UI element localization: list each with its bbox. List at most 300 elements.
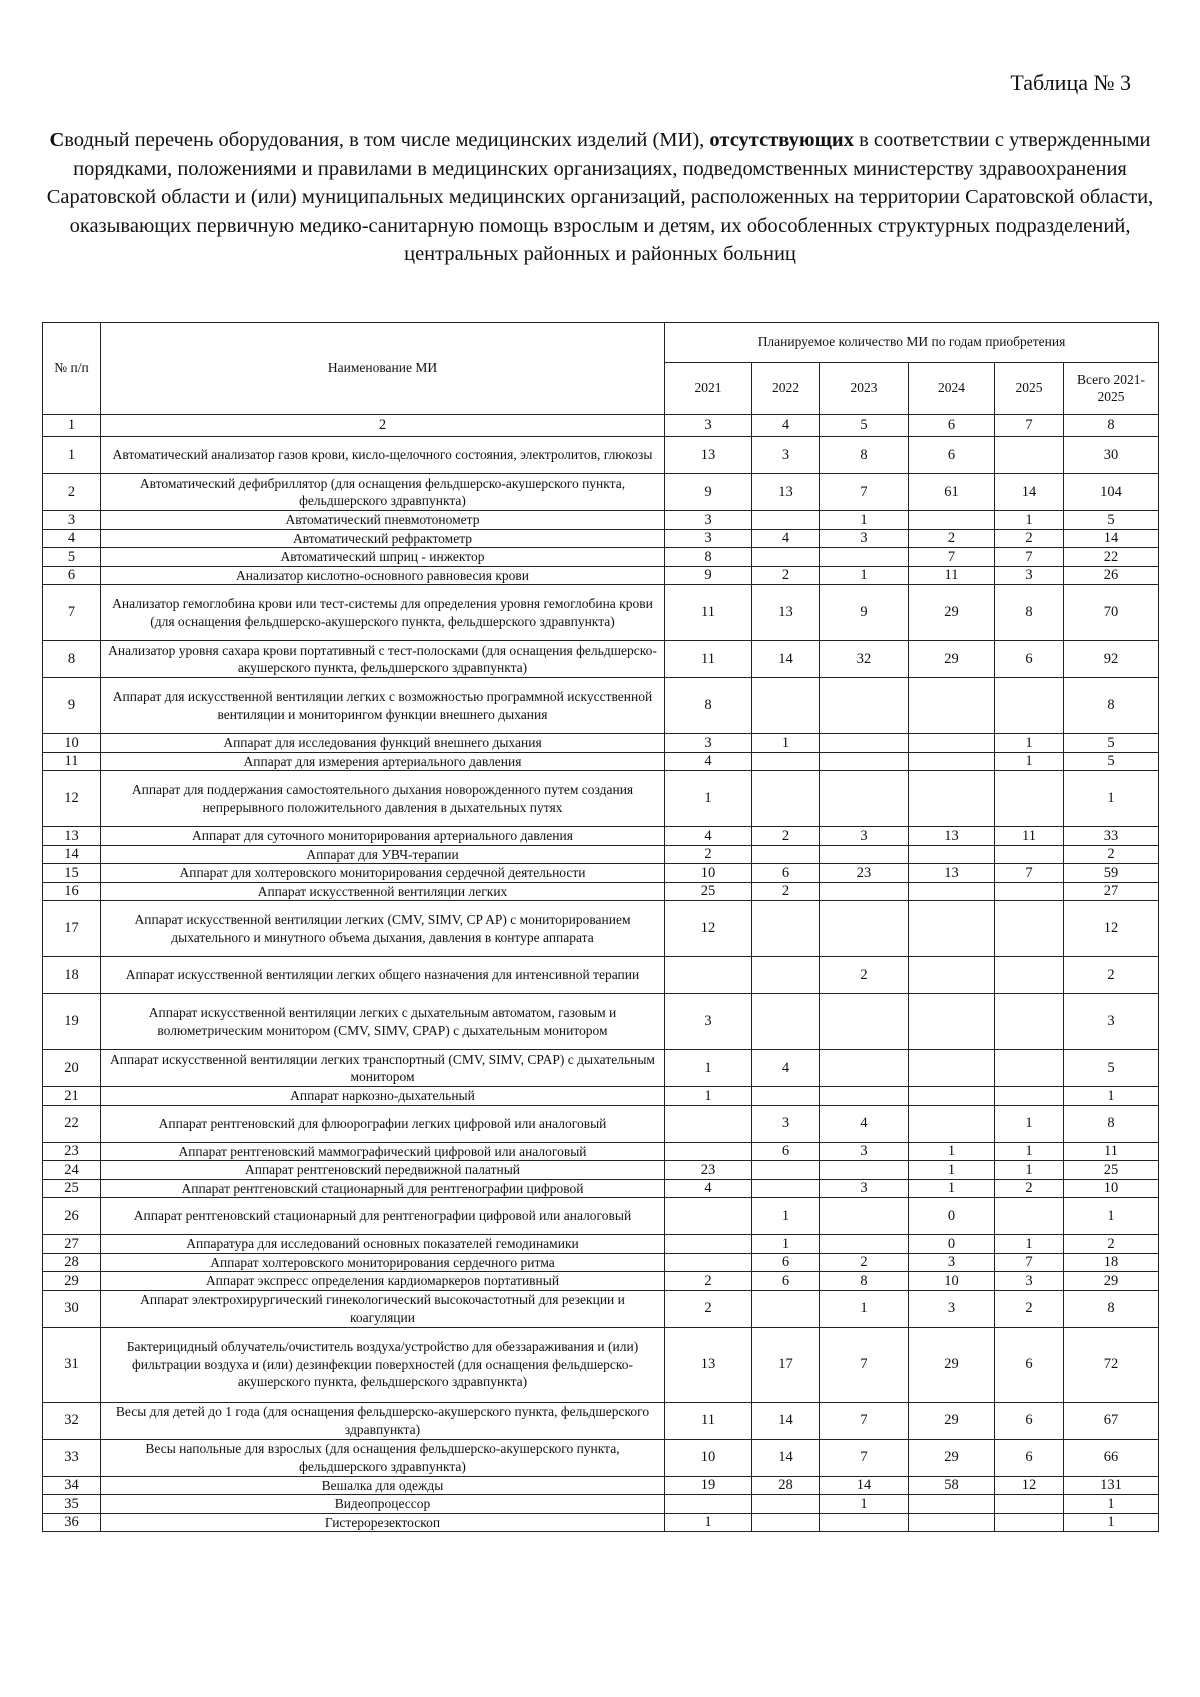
year-quantity: 4	[665, 752, 752, 771]
year-quantity	[820, 1235, 909, 1254]
total-quantity: 67	[1064, 1402, 1159, 1439]
total-quantity: 29	[1064, 1272, 1159, 1291]
year-quantity: 3	[820, 1142, 909, 1161]
total-quantity: 1	[1064, 771, 1159, 827]
table-row	[43, 641, 1159, 678]
table-row	[43, 752, 1159, 771]
table-row	[43, 827, 1159, 846]
row-number: 6	[43, 566, 101, 585]
year-quantity	[995, 957, 1064, 994]
year-quantity: 28	[752, 1476, 820, 1495]
year-quantity: 4	[665, 1179, 752, 1198]
year-quantity: 13	[752, 585, 820, 641]
table-row	[43, 1179, 1159, 1198]
table-row	[43, 1327, 1159, 1402]
year-quantity: 8	[995, 585, 1064, 641]
year-quantity	[752, 1087, 820, 1106]
table-row	[43, 882, 1159, 901]
year-quantity: 8	[820, 1272, 909, 1291]
year-quantity: 10	[665, 864, 752, 883]
row-number: 8	[43, 641, 101, 678]
item-name: Аппаратура для исследований основных показателей гемодинамики	[101, 1235, 665, 1254]
year-quantity	[820, 882, 909, 901]
row-number: 9	[43, 678, 101, 734]
year-quantity: 19	[665, 1476, 752, 1495]
table-row	[43, 437, 1159, 474]
year-quantity	[820, 845, 909, 864]
year-quantity: 32	[820, 641, 909, 678]
row-number: 30	[43, 1290, 101, 1327]
year-quantity: 1	[909, 1142, 995, 1161]
item-name: Аппарат для холтеровского мониторирования сердечной деятельности	[101, 864, 665, 883]
row-number: 29	[43, 1272, 101, 1291]
row-number: 33	[43, 1439, 101, 1476]
table-row	[43, 1476, 1159, 1495]
year-quantity	[909, 882, 995, 901]
year-quantity: 1	[752, 1198, 820, 1235]
total-quantity: 2	[1064, 1235, 1159, 1254]
year-quantity	[665, 1105, 752, 1142]
year-quantity: 4	[752, 529, 820, 548]
year-quantity: 0	[909, 1198, 995, 1235]
total-quantity: 59	[1064, 864, 1159, 883]
year-quantity	[995, 1198, 1064, 1235]
year-quantity: 8	[820, 437, 909, 474]
year-quantity: 10	[665, 1439, 752, 1476]
year-quantity: 10	[909, 1272, 995, 1291]
year-quantity: 25	[665, 882, 752, 901]
table-row	[43, 1105, 1159, 1142]
year-quantity	[995, 1513, 1064, 1532]
row-number: 1	[43, 437, 101, 474]
year-quantity: 1	[995, 734, 1064, 753]
year-quantity: 1	[995, 1161, 1064, 1180]
item-name: Аппарат для искусственной вентиляции легких с возможностью программной искусственной вентиляции и мониторингом функции внешнего дыхания	[101, 678, 665, 734]
item-name: Автоматический дефибриллятор (для оснащения фельдшерско-акушерского пункта, фельдшерского здравпункта)	[101, 474, 665, 511]
year-quantity	[665, 1253, 752, 1272]
year-quantity	[820, 734, 909, 753]
year-quantity	[820, 678, 909, 734]
year-quantity	[752, 511, 820, 530]
year-quantity: 1	[995, 752, 1064, 771]
item-name: Аппарат искусственной вентиляции легких общего назначения для интенсивной терапии	[101, 957, 665, 994]
year-quantity: 2	[752, 827, 820, 846]
year-quantity: 1	[820, 511, 909, 530]
header-year-2025: 2025	[995, 363, 1064, 415]
year-quantity: 14	[752, 641, 820, 678]
year-quantity: 13	[909, 827, 995, 846]
year-quantity	[909, 511, 995, 530]
title-bold-start: С	[49, 129, 65, 151]
table-row	[43, 1161, 1159, 1180]
year-quantity: 12	[665, 901, 752, 957]
header-year-2024: 2024	[909, 363, 995, 415]
item-name: Аппарат рентгеновский маммографический цифровой или аналоговый	[101, 1142, 665, 1161]
total-quantity: 33	[1064, 827, 1159, 846]
total-quantity: 11	[1064, 1142, 1159, 1161]
table-row	[43, 994, 1159, 1050]
year-quantity	[752, 1513, 820, 1532]
column-number: 4	[752, 415, 820, 437]
table-row	[43, 1235, 1159, 1254]
year-quantity: 4	[820, 1105, 909, 1142]
year-quantity	[909, 1087, 995, 1106]
total-quantity: 26	[1064, 566, 1159, 585]
total-quantity: 5	[1064, 1050, 1159, 1087]
total-quantity: 3	[1064, 994, 1159, 1050]
item-name: Аппарат для измерения артериального давления	[101, 752, 665, 771]
item-name: Анализатор кислотно-основного равновесия крови	[101, 566, 665, 585]
total-quantity: 25	[1064, 1161, 1159, 1180]
row-number: 22	[43, 1105, 101, 1142]
table-row	[43, 511, 1159, 530]
year-quantity: 7	[995, 548, 1064, 567]
item-name: Аппарат для поддержания самостоятельного дыхания новорожденного путем создания непрерывного положительного давления в дыхательных путях	[101, 771, 665, 827]
year-quantity: 3	[820, 827, 909, 846]
total-quantity: 12	[1064, 901, 1159, 957]
table-header	[43, 323, 1159, 437]
item-name: Автоматический анализатор газов крови, кисло-щелочного состояния, электролитов, глюкозы	[101, 437, 665, 474]
year-quantity: 29	[909, 1327, 995, 1402]
year-quantity: 11	[665, 1402, 752, 1439]
table-row	[43, 1272, 1159, 1291]
row-number: 31	[43, 1327, 101, 1402]
year-quantity: 11	[665, 641, 752, 678]
year-quantity: 29	[909, 585, 995, 641]
total-quantity: 5	[1064, 511, 1159, 530]
year-quantity	[909, 771, 995, 827]
table-row	[43, 1290, 1159, 1327]
header-number: № п/п	[43, 323, 101, 415]
year-quantity: 6	[995, 1402, 1064, 1439]
year-quantity: 13	[665, 437, 752, 474]
year-quantity	[665, 1235, 752, 1254]
table-row	[43, 771, 1159, 827]
year-quantity	[665, 1142, 752, 1161]
total-quantity: 1	[1064, 1087, 1159, 1106]
total-quantity: 8	[1064, 1105, 1159, 1142]
year-quantity	[909, 752, 995, 771]
row-number: 21	[43, 1087, 101, 1106]
year-quantity: 9	[665, 566, 752, 585]
year-quantity: 1	[665, 1050, 752, 1087]
header-total: Всего 2021-2025	[1064, 363, 1159, 415]
table-row	[43, 1142, 1159, 1161]
year-quantity: 9	[820, 585, 909, 641]
year-quantity: 2	[995, 1179, 1064, 1198]
year-quantity: 6	[909, 437, 995, 474]
year-quantity	[909, 734, 995, 753]
item-name: Аппарат для УВЧ-терапии	[101, 845, 665, 864]
year-quantity: 1	[820, 566, 909, 585]
year-quantity: 1	[909, 1161, 995, 1180]
year-quantity	[909, 1513, 995, 1532]
table-row	[43, 1087, 1159, 1106]
total-quantity: 2	[1064, 845, 1159, 864]
total-quantity: 5	[1064, 752, 1159, 771]
table-row	[43, 529, 1159, 548]
total-quantity: 92	[1064, 641, 1159, 678]
year-quantity: 1	[752, 734, 820, 753]
table-row	[43, 1050, 1159, 1087]
equipment-table	[42, 322, 1159, 1532]
year-quantity: 1	[752, 1235, 820, 1254]
year-quantity: 7	[820, 474, 909, 511]
year-quantity	[752, 548, 820, 567]
total-quantity: 22	[1064, 548, 1159, 567]
row-number: 5	[43, 548, 101, 567]
header-year-2021: 2021	[665, 363, 752, 415]
year-quantity: 14	[995, 474, 1064, 511]
year-quantity: 2	[820, 1253, 909, 1272]
year-quantity: 7	[909, 548, 995, 567]
row-number: 10	[43, 734, 101, 753]
row-number: 28	[43, 1253, 101, 1272]
item-name: Аппарат искусственной вентиляции легких (CMV, SIMV, CP AP) с мониторированием дыхательного и минутного объема дыхания, давления в контуре аппарата	[101, 901, 665, 957]
year-quantity: 2	[820, 957, 909, 994]
column-number-row	[43, 415, 1159, 437]
year-quantity	[752, 1179, 820, 1198]
table-row	[43, 566, 1159, 585]
year-quantity: 14	[752, 1402, 820, 1439]
year-quantity	[995, 901, 1064, 957]
table-number: Таблица № 3	[1010, 70, 1131, 95]
item-name: Бактерицидный облучатель/очиститель воздуха/устройство для обеззараживания и (или) фильтрации воздуха и (или) дезинфекции поверхностей (для оснащения фельдшерско-акушерского пункта, фельдшерского здравпункта)	[101, 1327, 665, 1402]
row-number: 20	[43, 1050, 101, 1087]
row-number: 36	[43, 1513, 101, 1532]
item-name: Аппарат рентгеновский стационарный для рентгенографии цифровой	[101, 1179, 665, 1198]
year-quantity: 23	[820, 864, 909, 883]
table-body	[43, 437, 1159, 1532]
row-number: 7	[43, 585, 101, 641]
item-name: Аппарат экспресс определения кардиомаркеров портативный	[101, 1272, 665, 1291]
row-number: 13	[43, 827, 101, 846]
year-quantity	[909, 1050, 995, 1087]
year-quantity: 2	[665, 845, 752, 864]
year-quantity: 7	[820, 1402, 909, 1439]
item-name: Видеопроцессор	[101, 1495, 665, 1514]
item-name: Вешалка для одежды	[101, 1476, 665, 1495]
total-quantity: 66	[1064, 1439, 1159, 1476]
table-row	[43, 678, 1159, 734]
year-quantity: 8	[665, 548, 752, 567]
year-quantity: 2	[665, 1272, 752, 1291]
row-number: 14	[43, 845, 101, 864]
table-row	[43, 1495, 1159, 1514]
year-quantity	[995, 882, 1064, 901]
year-quantity	[752, 1161, 820, 1180]
year-quantity: 2	[995, 529, 1064, 548]
total-quantity: 8	[1064, 1290, 1159, 1327]
row-number: 11	[43, 752, 101, 771]
total-quantity: 70	[1064, 585, 1159, 641]
item-name: Автоматический пневмотонометр	[101, 511, 665, 530]
year-quantity: 1	[665, 771, 752, 827]
year-quantity: 13	[665, 1327, 752, 1402]
year-quantity: 0	[909, 1235, 995, 1254]
year-quantity: 7	[820, 1327, 909, 1402]
year-quantity: 6	[752, 1272, 820, 1291]
total-quantity: 2	[1064, 957, 1159, 994]
year-quantity: 2	[752, 566, 820, 585]
item-name: Аппарат рентгеновский для флюорографии легких цифровой или аналоговый	[101, 1105, 665, 1142]
year-quantity	[820, 1513, 909, 1532]
total-quantity: 30	[1064, 437, 1159, 474]
year-quantity	[909, 845, 995, 864]
column-number: 8	[1064, 415, 1159, 437]
year-quantity	[752, 957, 820, 994]
year-quantity	[909, 678, 995, 734]
item-name: Аппарат электрохирургический гинекологический высокочастотный для резекции и коагуляции	[101, 1290, 665, 1327]
year-quantity: 2	[665, 1290, 752, 1327]
year-quantity	[820, 1198, 909, 1235]
table-row	[43, 548, 1159, 567]
title-part-1: водный перечень оборудования, в том числе медицинских изделий (МИ),	[64, 129, 710, 151]
year-quantity: 58	[909, 1476, 995, 1495]
year-quantity: 1	[909, 1179, 995, 1198]
year-quantity: 3	[665, 511, 752, 530]
year-quantity	[909, 957, 995, 994]
year-quantity: 13	[752, 474, 820, 511]
year-quantity: 12	[995, 1476, 1064, 1495]
year-quantity	[752, 901, 820, 957]
year-quantity	[909, 1495, 995, 1514]
title-part-2: в соответствии с утвержденными порядками, положениями и правилами в медицинских организациях, подведомственных министерству здравоохранения Саратовской области и (или) муниципальных медицинских организаций, расположенных на территории Саратовской области, оказывающих первичную медико-санитарную помощь взрослым и детям, их обособленных структурных подразделений, центральных районных и районных больниц	[46, 129, 1154, 265]
column-number: 1	[43, 415, 101, 437]
year-quantity	[820, 1087, 909, 1106]
item-name: Аппарат для суточного мониторирования артериального давления	[101, 827, 665, 846]
total-quantity: 104	[1064, 474, 1159, 511]
item-name: Аппарат искусственной вентиляции легких	[101, 882, 665, 901]
year-quantity	[995, 678, 1064, 734]
year-quantity	[995, 845, 1064, 864]
row-number: 26	[43, 1198, 101, 1235]
year-quantity: 3	[995, 1272, 1064, 1291]
table-row	[43, 864, 1159, 883]
column-number: 5	[820, 415, 909, 437]
document-title	[40, 126, 1160, 269]
year-quantity: 7	[820, 1439, 909, 1476]
row-number: 34	[43, 1476, 101, 1495]
total-quantity: 8	[1064, 678, 1159, 734]
year-quantity: 7	[995, 864, 1064, 883]
item-name: Аппарат рентгеновский передвижной палатный	[101, 1161, 665, 1180]
row-number: 24	[43, 1161, 101, 1180]
total-quantity: 27	[1064, 882, 1159, 901]
row-number: 23	[43, 1142, 101, 1161]
table-row	[43, 957, 1159, 994]
year-quantity: 11	[665, 585, 752, 641]
year-quantity	[752, 678, 820, 734]
year-quantity: 11	[995, 827, 1064, 846]
year-quantity	[995, 437, 1064, 474]
year-quantity: 6	[995, 641, 1064, 678]
year-quantity: 6	[752, 1253, 820, 1272]
item-name: Аппарат искусственной вентиляции легких с дыхательным автоматом, газовым и волюметрическим монитором (CMV, SIMV, CPAP) с дыхательным монитором	[101, 994, 665, 1050]
total-quantity: 1	[1064, 1495, 1159, 1514]
total-quantity: 10	[1064, 1179, 1159, 1198]
header-year-2022: 2022	[752, 363, 820, 415]
row-number: 12	[43, 771, 101, 827]
total-quantity: 72	[1064, 1327, 1159, 1402]
item-name: Весы для детей до 1 года (для оснащения фельдшерско-акушерского пункта, фельдшерского здравпункта)	[101, 1402, 665, 1439]
year-quantity: 9	[665, 474, 752, 511]
year-quantity	[995, 994, 1064, 1050]
year-quantity	[909, 994, 995, 1050]
year-quantity: 11	[909, 566, 995, 585]
year-quantity	[820, 901, 909, 957]
row-number: 25	[43, 1179, 101, 1198]
table-row	[43, 1402, 1159, 1439]
year-quantity: 3	[665, 734, 752, 753]
title-bold-word: отсутствующих	[709, 129, 854, 151]
year-quantity: 6	[752, 864, 820, 883]
year-quantity: 29	[909, 1439, 995, 1476]
year-quantity: 1	[665, 1087, 752, 1106]
year-quantity	[995, 1050, 1064, 1087]
row-number: 4	[43, 529, 101, 548]
row-number: 3	[43, 511, 101, 530]
table-row	[43, 1513, 1159, 1532]
header-name: Наименование МИ	[101, 323, 665, 415]
row-number: 18	[43, 957, 101, 994]
item-name: Автоматический шприц - инжектор	[101, 548, 665, 567]
item-name: Аппарат для исследования функций внешнего дыхания	[101, 734, 665, 753]
year-quantity	[752, 771, 820, 827]
year-quantity	[995, 1087, 1064, 1106]
row-number: 27	[43, 1235, 101, 1254]
year-quantity: 1	[665, 1513, 752, 1532]
total-quantity: 5	[1064, 734, 1159, 753]
year-quantity: 61	[909, 474, 995, 511]
year-quantity: 29	[909, 1402, 995, 1439]
year-quantity	[665, 957, 752, 994]
year-quantity: 4	[752, 1050, 820, 1087]
header-planned: Планируемое количество МИ по годам приобретения	[665, 323, 1159, 363]
row-number: 16	[43, 882, 101, 901]
year-quantity	[752, 994, 820, 1050]
year-quantity: 13	[909, 864, 995, 883]
year-quantity: 1	[995, 511, 1064, 530]
year-quantity	[752, 752, 820, 771]
year-quantity: 3	[909, 1253, 995, 1272]
item-name: Аппарат рентгеновский стационарный для рентгенографии цифровой или аналоговый	[101, 1198, 665, 1235]
year-quantity: 3	[820, 529, 909, 548]
item-name: Весы напольные для взрослых (для оснащения фельдшерско-акушерского пункта, фельдшерского здравпункта)	[101, 1439, 665, 1476]
row-number: 17	[43, 901, 101, 957]
total-quantity: 14	[1064, 529, 1159, 548]
total-quantity: 18	[1064, 1253, 1159, 1272]
year-quantity: 2	[909, 529, 995, 548]
total-quantity: 1	[1064, 1198, 1159, 1235]
year-quantity	[995, 1495, 1064, 1514]
year-quantity	[820, 994, 909, 1050]
year-quantity: 1	[995, 1142, 1064, 1161]
year-quantity: 3	[752, 437, 820, 474]
year-quantity	[909, 1105, 995, 1142]
item-name: Аппарат искусственной вентиляции легких транспортный (CMV, SIMV, CPAP) с дыхательным монитором	[101, 1050, 665, 1087]
year-quantity: 1	[820, 1290, 909, 1327]
year-quantity: 1	[820, 1495, 909, 1514]
year-quantity: 6	[995, 1327, 1064, 1402]
total-quantity: 131	[1064, 1476, 1159, 1495]
row-number: 15	[43, 864, 101, 883]
year-quantity: 3	[665, 994, 752, 1050]
table-row	[43, 474, 1159, 511]
year-quantity: 1	[995, 1105, 1064, 1142]
year-quantity: 14	[752, 1439, 820, 1476]
year-quantity	[752, 1290, 820, 1327]
